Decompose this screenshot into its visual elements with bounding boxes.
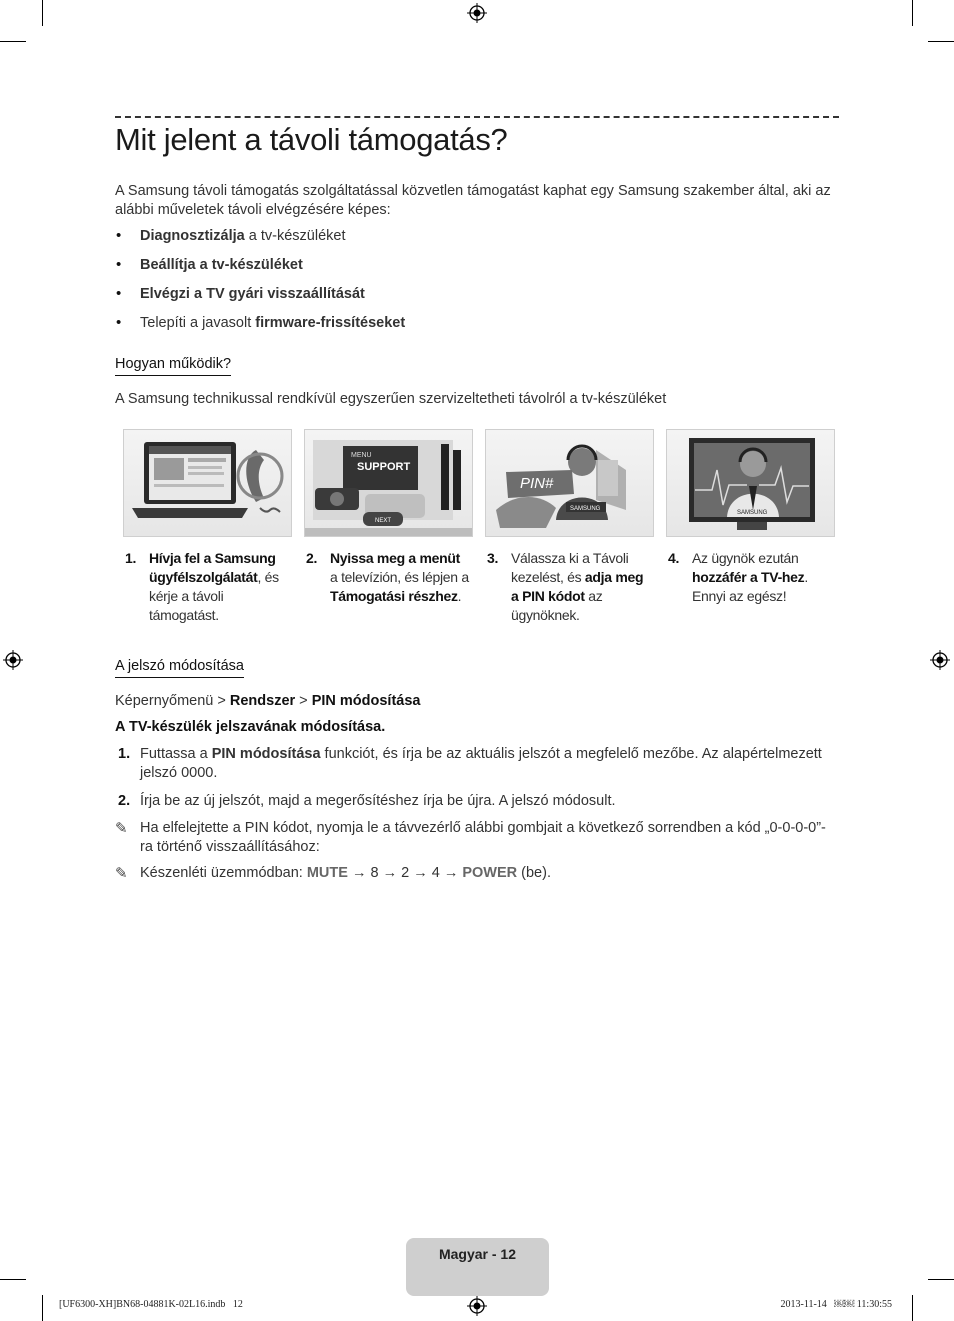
crop-mark xyxy=(912,1295,913,1321)
step-4: 4. Az ügynök ezután hozzáfér a TV-hez. Ennyi az egész! xyxy=(668,550,808,604)
list-item: • Telepíti a javasolt firmware-frissítéseket xyxy=(115,314,405,343)
svg-text:NEXT: NEXT xyxy=(375,518,392,524)
pin-code-agent-icon xyxy=(486,430,654,537)
page-number: Magyar - 12 xyxy=(438,1246,517,1262)
svg-text:PIN#: PIN# xyxy=(520,475,554,492)
pin-subtitle: A TV-készülék jelszavának módosítása. xyxy=(115,719,386,735)
svg-text:MENU: MENU xyxy=(351,452,372,459)
registration-mark-icon xyxy=(467,3,487,23)
registration-mark-icon xyxy=(3,650,23,670)
registration-mark-icon xyxy=(467,1296,487,1316)
title-rule xyxy=(115,116,839,118)
menu-path: Képernyőmenü > Rendszer > PIN módosítása xyxy=(115,693,421,709)
numbered-step-1: 1. Futtassa a PIN módosítása funkciót, és írja be az aktuális jelszót a megfelelő mezőbe. Az alapértelmezett jelszó 0000. xyxy=(118,746,822,781)
how-heading: Hogyan működik? xyxy=(115,356,231,376)
tv-support-menu-icon xyxy=(305,430,473,537)
note-reset-pin: ✎ Ha elfelejtette a PIN kódot, nyomja le a távvezérlő alábbi gombjait a következő sorrendben a kód „0-0-0-0”-ra történő visszaállításához: xyxy=(115,820,826,855)
note-button-sequence: ✎ Készenléti üzemmódban: MUTE → 8 → 2 → 4 → POWER (be). xyxy=(115,865,551,882)
registration-mark-icon xyxy=(930,650,950,670)
illustration-laptop xyxy=(123,429,292,537)
agent-on-tv-icon xyxy=(667,430,835,537)
illustration-agent-tv xyxy=(666,429,835,537)
pin-heading: A jelszó módosítása xyxy=(115,658,244,678)
illustration-pin xyxy=(485,429,654,537)
crop-mark xyxy=(42,1295,43,1321)
list-item: • Diagnosztizálja a tv-készüléket xyxy=(115,227,405,256)
svg-text:SAMSUNG: SAMSUNG xyxy=(737,510,768,516)
crop-mark xyxy=(912,0,913,26)
illustration-strip xyxy=(123,429,837,537)
feature-list xyxy=(115,227,405,343)
list-item: • Beállítja a tv-készüléket xyxy=(115,256,405,285)
crop-mark xyxy=(0,1279,26,1280)
step-2: 2. Nyissa meg a menüt a televízión, és lépjen a Támogatási részhez. xyxy=(306,550,469,604)
intro-text: A Samsung távoli támogatás szolgáltatással közvetlen támogatást kaphat egy Samsung szakember által, aki az alábbi műveletek távoli elvégzésére képes: xyxy=(115,183,831,218)
svg-text:SAMSUNG: SAMSUNG xyxy=(570,506,601,512)
note-pencil-icon: ✎ xyxy=(115,865,128,882)
svg-text:SUPPORT: SUPPORT xyxy=(357,461,411,473)
step-3: 3. Válassza ki a Távoli kezelést, és adja meg a PIN kódot az ügynöknek. xyxy=(487,550,644,623)
crop-mark xyxy=(0,41,26,42)
note-pencil-icon: ✎ xyxy=(115,820,128,837)
print-slug-left: [UF6300-XH]BN68-04881K-02L16.indb 12 xyxy=(59,1299,243,1310)
crop-mark xyxy=(928,1279,954,1280)
list-item: • Elvégzi a TV gyári visszaállítását xyxy=(115,285,405,314)
page-title: Mit jelent a távoli támogatás? xyxy=(115,122,508,157)
crop-mark xyxy=(42,0,43,26)
print-slug-right: 2013-11-14 ￼￼ 11:30:55 xyxy=(780,1299,892,1310)
crop-mark xyxy=(928,41,954,42)
numbered-step-2: 2. Írja be az új jelszót, majd a megerősítéshez írja be újra. A jelszó módosult. xyxy=(118,793,616,809)
laptop-phone-icon xyxy=(124,430,292,537)
how-text: A Samsung technikussal rendkívül egyszerűen szervizeltetheti távolról a tv-készüléket xyxy=(115,391,667,407)
step-1: 1. Hívja fel a Samsung ügyfélszolgálatát, és kérje a távoli támogatást. xyxy=(125,550,279,623)
illustration-support-menu xyxy=(304,429,473,537)
